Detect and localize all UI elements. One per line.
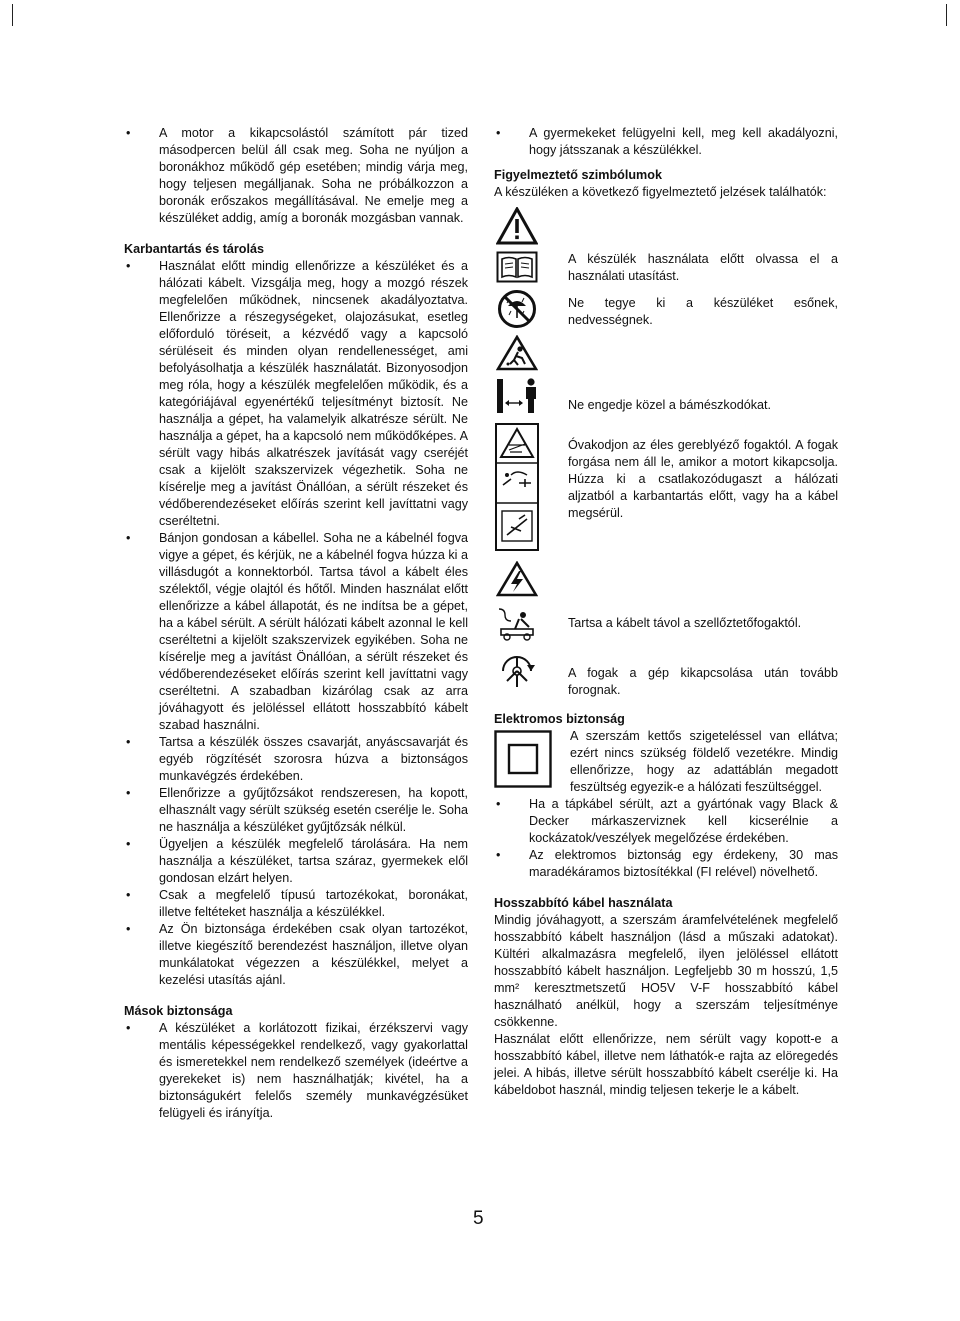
crop-mark-top-left xyxy=(12,4,13,26)
double-insulation-icon xyxy=(494,730,556,788)
symbol-manual-text: A készülék használata előtt olvassa el a használati utasítást. xyxy=(568,252,838,283)
maintenance-bullet-7: • Az Ön biztonsága érdekében csak olyan tartozékot, illetve kiegészítő berendezést használjon, illetve olyan munkálatokat végezzen a készülékkel, melyet a kezelési utasítás ajánl. xyxy=(124,921,468,989)
maintenance-bullet-2: • Bánjon gondosan a kábellel. Soha ne a kábelnél fogva vigye a gépet, és kérjük, ne a kábelnél fogva húzza ki a villásdugót a konnektorból. Tartsa távol a kábelt éles szélektől, végje olajtól és hőtől. Minden használat előtt ellenőrizze a kábel állapotát, és ne indítsa be a gépet, ha a kábel sérült. A sérült hálózati kábelt azonnal le kell cseréltetni a kijelölt szakszervizek egyikében. Soha ne kísérelje meg a javítást Önállóan, a sérült részeket és védőberendezéseket előírás szerint kell javíttatni vagy cseréltetni. A szabadban kizárólag csak az arra jóváhagyott és jelöléssel ellátott hosszabbító kábelt szabad használni. xyxy=(124,530,468,734)
symbol-cable-text: Tartsa a kábelt távol a szellőztetőfogaktól. xyxy=(568,616,802,630)
cable-tines-icon xyxy=(495,605,539,641)
electrical-heading: Elektromos biztonság xyxy=(494,712,625,726)
maintenance-bullet-1: • Használat előtt mindig ellenőrizze a készüléket és a hálózati kábelt. Vizsgálja meg, hogy a mozgó részek megfelelően működnek, nincsenek akadályoztatva. Ellenőrizze a részegységeket, olajozásukat, esetleg előforduló töréseit, a kézvédő vagy a kapcsoló sérüléseit és minden olyan rendellenességet, ami befolyásolhatja a készülék használatát. Bizonyosodjon meg róla, hogy a készülék megfelelően működik, és a kategóriájával egyenértékű teljesítményt biztosít. Ne használja a gépet, ha valamelyik alkatrésze sérült. Ne használja a gépet, ha a kapcsoló nem működőképes. A sérült vagy hibás alkatrészek javítását vagy cseréjét csak a kijelölt szakszervizek végezhetik. Soha ne kísérelje meg a javítást Önállóan, a sérült részeket és védőberendezéseket előírás szerint kell javíttatni vagy cseréltetni. xyxy=(124,258,468,530)
keep-distance-icon xyxy=(494,377,540,415)
electrical-bullet-1: • Ha a tápkábel sérült, azt a gyártónak vagy Black & Decker márkaszerviznek kell kicserélnie a kockázatok/veszélyek megelőzése érdekében. xyxy=(494,796,838,847)
maintenance-bullet-4: • Ellenőrizze a gyűjtőzsákot rendszeresen, ha kopott, elhasznált vagy sérült szükség esetén cserélje le. Soha ne használja a készüléket gyűjtőzsák nélkül. xyxy=(124,785,468,836)
extension-heading: Hosszabbító kábel használata xyxy=(494,896,673,910)
right-column xyxy=(494,125,838,1099)
maintenance-heading: Karbantartás és tárolás xyxy=(124,242,264,256)
rotating-tines-icon xyxy=(495,649,539,689)
symbol-bystanders-text: Ne engedje közel a bámészkodókat. xyxy=(568,398,772,412)
extension-text-2: Használat előtt ellenőrizze, nem sérült vagy kopott-e a hosszabbító kábel, illetve nem láthatók-e rajta az elöregedés jelei. A hibás, illetve sérült hosszabbító kábelt cserélje ki. Ha kábeldobot használ, mindig teljesen tekerje le a kábelt. xyxy=(494,1032,838,1097)
symbol-rotate-text: A fogak a gép kikapcsolása után tovább forognak. xyxy=(568,666,838,697)
symbol-tines-text: Óvakodjon az éles gereblyéző fogaktól. A fogak forgása nem áll le, amikor a motort kikapcsolja. Húzza ki a csatlakozódugaszt a hálózati aljzatból a karbantartás előtt, vagy ha a kábel megsérül. xyxy=(568,438,838,520)
extension-text-1: Mindig jóváhagyott, a szerszám áramfelvételének megfelelő hosszabbító kábelt használjon (lásd a műszaki adatokat). Kültéri alkalmazásra megfelelő, ilyen jelöléssel ellátott hosszabbító kábelt használjon. Legfeljebb 30 m hosszú, 1,5 mm² keresztmetszetű HO5V V-F hosszabbító kábel használható anélkül, hogy a szerszám teljesítménye csökkenne. xyxy=(494,913,838,1029)
warning-heading: Figyelmeztető szimbólumok xyxy=(494,168,662,182)
crop-mark-top-right xyxy=(946,4,947,26)
warning-intro: A készüléken a következő figyelmeztető jelzések találhatók: xyxy=(494,185,827,199)
electrical-bullet-2: • Az elektromos biztonság egy érdekeny, 30 mas maradékáramos biztosítékkal (FI relével) növelhető. xyxy=(494,847,838,881)
maintenance-bullet-5: • Ügyeljen a készülék megfelelő tárolására. Ha nem használja a készüléket, tartsa száraz, gyermekek elől gondosan elzárt helyen. xyxy=(124,836,468,887)
bystander-warning-icon xyxy=(496,335,538,371)
maintenance-bullet-3: • Tartsa a készülék összes csavarját, anyáscsavarját és egyéb rögzítését szorosra húzva a biztonságos munkavégzés érdekében. xyxy=(124,734,468,785)
children-bullet: • A gyermekeket felügyelni kell, meg kell akadályozni, hogy játsszanak a készülékkel. xyxy=(494,125,838,159)
no-rain-icon xyxy=(497,289,537,329)
symbol-rain-text: Ne tegye ki a készüléket esőnek, nedvességnek. xyxy=(568,296,838,327)
page-number: 5 xyxy=(473,1208,484,1229)
sharp-tines-icon xyxy=(495,423,539,551)
manual-book-icon xyxy=(496,251,538,283)
electric-shock-icon xyxy=(496,561,538,597)
maintenance-bullet-6: • Csak a megfelelő típusú tartozékokat, boronákat, illetve feltéteket használja a készülékkel. xyxy=(124,887,468,921)
others-bullet-1: • A készüléket a korlátozott fizikai, érzékszervi vagy mentális képességekkel rendelkező, vagy gyakorlattal és ismeretekkel nem rendelkező személyek (ideértve a gyerekeket is) nem használhatják; kivétel, ha a biztonságukért felelős személy munkavégzésüket felügyeli és irányítja. xyxy=(124,1020,468,1122)
electrical-text: A szerszám kettős szigeteléssel van ellátva; ezért nincs szükség földelő vezetékre. Mindig ellenőrizze, hogy az adattáblán megadott feszültség egyezik-e a hálózati feszültséggel. xyxy=(570,729,838,794)
others-heading: Mások biztonsága xyxy=(124,1004,233,1018)
warning-triangle-icon xyxy=(496,207,838,245)
intro-bullet: • A motor a kikapcsolástól számított pár tized másodpercen belül áll csak meg. Soha ne nyúljon a boronákhoz működő gép esetében; mindig várja meg, hogy teljesen megálljanak. Soha ne próbálkozzon a boronák erőszakos megállításával. Ne emelje meg a készüléket addig, amíg a boronák mozgásban vannak. xyxy=(124,125,468,227)
left-column xyxy=(124,125,468,1122)
